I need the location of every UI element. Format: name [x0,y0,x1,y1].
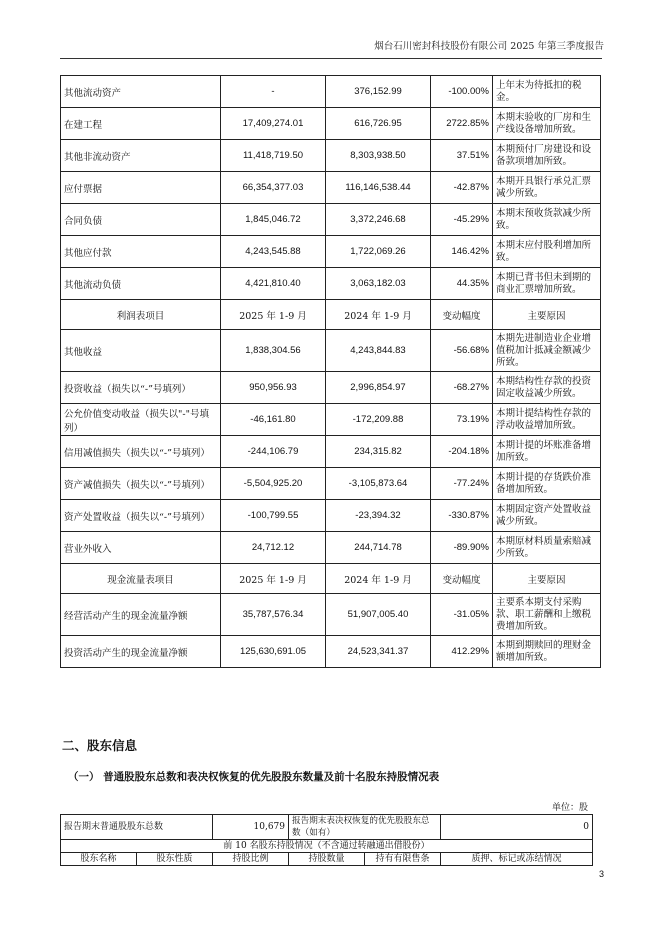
row-current-value: 11,418,719.50 [221,140,326,172]
row-reason: 本期已背书但未到期的商业汇票增加所致。 [493,268,601,300]
row-previous-value: 116,146,538.44 [326,172,431,204]
column-header: 主要原因 [493,300,601,330]
row-current-value: -244,106.79 [221,436,326,468]
row-current-value: 4,421,810.40 [221,268,326,300]
row-reason: 本期预付厂房建设和设备款项增加所致。 [493,140,601,172]
row-previous-value: -172,209.88 [326,404,431,436]
row-change-rate: -77.24% [431,468,493,500]
row-change-rate: -330.87% [431,500,493,532]
balance-row [61,140,601,172]
col-header: 质押、标记或冻结情况 [441,853,593,866]
row-change-rate: -45.29% [431,204,493,236]
row-item-label: 其他流动负债 [61,268,221,300]
row-previous-value: 3,063,182.03 [326,268,431,300]
row-change-rate: 2722.85% [431,108,493,140]
row-previous-value: 8,303,938.50 [326,140,431,172]
row-change-rate: 73.19% [431,404,493,436]
cash-row [61,636,601,668]
balance-row [61,268,601,300]
balance-row [61,204,601,236]
row-item-label: 投资活动产生的现金流量净额 [61,636,221,668]
row-item-label: 其他应付款 [61,236,221,268]
row-reason: 本期计提的存货跌价准备增加所致。 [493,468,601,500]
row-current-value: -100,799.55 [221,500,326,532]
row-item-label: 营业外收入 [61,532,221,564]
balance-row [61,236,601,268]
row-item-label: 信用减值损失（损失以“-”号填列） [61,436,221,468]
shareholder-table [60,814,593,866]
pref-holders-value: 0 [441,815,593,840]
row-current-value: -46,161.80 [221,404,326,436]
section-title: 二、股东信息 [62,738,138,753]
cash-row [61,594,601,636]
row-change-rate: 412.29% [431,636,493,668]
row-reason: 上年末为待抵扣的税金。 [493,76,601,108]
row-change-rate: -100.00% [431,76,493,108]
unit-label: 单位：股 [551,803,588,813]
col-header: 持股比例 [213,853,289,866]
row-change-rate: -42.87% [431,172,493,204]
row-previous-value: -23,394.32 [326,500,431,532]
row-change-rate: 44.35% [431,268,493,300]
income-row [61,372,601,404]
row-previous-value: 376,152.99 [326,76,431,108]
column-header: 2024 年 1-9 月 [326,564,431,594]
row-item-label: 投资收益（损失以“-”号填列） [61,372,221,404]
row-previous-value: 616,726.95 [326,108,431,140]
row-current-value: - [221,76,326,108]
row-previous-value: 4,243,844.83 [326,330,431,372]
row-current-value: 35,787,576.34 [221,594,326,636]
row-current-value: -5,504,925.20 [221,468,326,500]
row-current-value: 66,354,377.03 [221,172,326,204]
row-item-label: 合同负债 [61,204,221,236]
col-header: 持有有限售条 [365,853,441,866]
row-previous-value: 3,372,246.68 [326,204,431,236]
change-analysis-table [60,75,601,668]
row-reason: 本期固定资产处置收益减少所致。 [493,500,601,532]
row-change-rate: -89.90% [431,532,493,564]
row-current-value: 1,838,304.56 [221,330,326,372]
row-item-label: 应付票据 [61,172,221,204]
row-change-rate: -31.05% [431,594,493,636]
column-header: 2025 年 1-9 月 [221,300,326,330]
row-reason: 本期末预收货款减少所致。 [493,204,601,236]
row-change-rate: 37.51% [431,140,493,172]
income-row [61,468,601,500]
balance-row [61,108,601,140]
cash-header-row [61,564,601,594]
row-item-label: 资产减值损失（损失以“-”号填列） [61,468,221,500]
row-item-label: 其他非流动资产 [61,140,221,172]
column-header: 变动幅度 [431,300,493,330]
row-reason: 本期计提结构性存款的浮动收益增加所致。 [493,404,601,436]
income-row [61,500,601,532]
row-reason: 本期计提的坏账准备增加所致。 [493,436,601,468]
row-current-value: 4,243,545.88 [221,236,326,268]
page-header: 烟台石川密封科技股份有限公司 2025 年第三季度报告 [374,41,604,52]
balance-row [61,76,601,108]
pref-holders-label: 报告期末表决权恢复的优先股股东总数（如有） [289,815,441,840]
row-current-value: 125,630,691.05 [221,636,326,668]
row-change-rate: -68.27% [431,372,493,404]
subsection-title: （一） 普通股股东总数和表决权恢复的优先股股东数量及前十名股东持股情况表 [68,771,440,783]
row-item-label: 公允价值变动收益（损失以"-"号填列） [61,404,221,436]
row-change-rate: 146.42% [431,236,493,268]
row-reason: 本期到期赎回的理财金额增加所致。 [493,636,601,668]
row-reason: 本期末应付股利增加所致。 [493,236,601,268]
income-row [61,532,601,564]
row-item-label: 其他收益 [61,330,221,372]
column-header: 现金流量表项目 [61,564,221,594]
total-holders-value: 10,679 [213,815,289,840]
row-previous-value: 2,996,854.97 [326,372,431,404]
income-row [61,330,601,372]
top10-title: 前 10 名股东持股情况（不含通过转融通出借股份） [61,840,593,853]
row-current-value: 17,409,274.01 [221,108,326,140]
row-reason: 本期末验收的厂房和生产线设备增加所致。 [493,108,601,140]
row-previous-value: 244,714.78 [326,532,431,564]
col-header: 股东性质 [137,853,213,866]
row-current-value: 24,712.12 [221,532,326,564]
column-header: 主要原因 [493,564,601,594]
column-header: 利润表项目 [61,300,221,330]
col-header: 持股数量 [289,853,365,866]
header-rule [60,58,602,59]
row-change-rate: -204.18% [431,436,493,468]
total-holders-label: 报告期末普通股股东总数 [61,815,213,840]
row-previous-value: 51,907,005.40 [326,594,431,636]
row-item-label: 经营活动产生的现金流量净额 [61,594,221,636]
income-header-row [61,300,601,330]
column-header: 2025 年 1-9 月 [221,564,326,594]
row-current-value: 950,956.93 [221,372,326,404]
row-reason: 本期开具银行承兑汇票减少所致。 [493,172,601,204]
row-item-label: 在建工程 [61,108,221,140]
row-reason: 本期结构性存款的投资固定收益减少所致。 [493,372,601,404]
row-previous-value: 24,523,341.37 [326,636,431,668]
row-previous-value: -3,105,873.64 [326,468,431,500]
column-header: 2024 年 1-9 月 [326,300,431,330]
page-number: 3 [598,869,604,879]
row-item-label: 其他流动资产 [61,76,221,108]
column-header: 变动幅度 [431,564,493,594]
row-reason: 主要系本期支付采购款、职工薪酬和上缴税费增加所致。 [493,594,601,636]
col-header: 股东名称 [61,853,137,866]
row-reason: 本期先进制造业企业增值税加计抵减金额减少所致。 [493,330,601,372]
income-row [61,436,601,468]
row-previous-value: 234,315.82 [326,436,431,468]
row-change-rate: -56.68% [431,330,493,372]
row-current-value: 1,845,046.72 [221,204,326,236]
row-previous-value: 1,722,069.26 [326,236,431,268]
row-item-label: 资产处置收益（损失以“-”号填列） [61,500,221,532]
row-reason: 本期原材料质量索赔减少所致。 [493,532,601,564]
balance-row [61,172,601,204]
income-row [61,404,601,436]
